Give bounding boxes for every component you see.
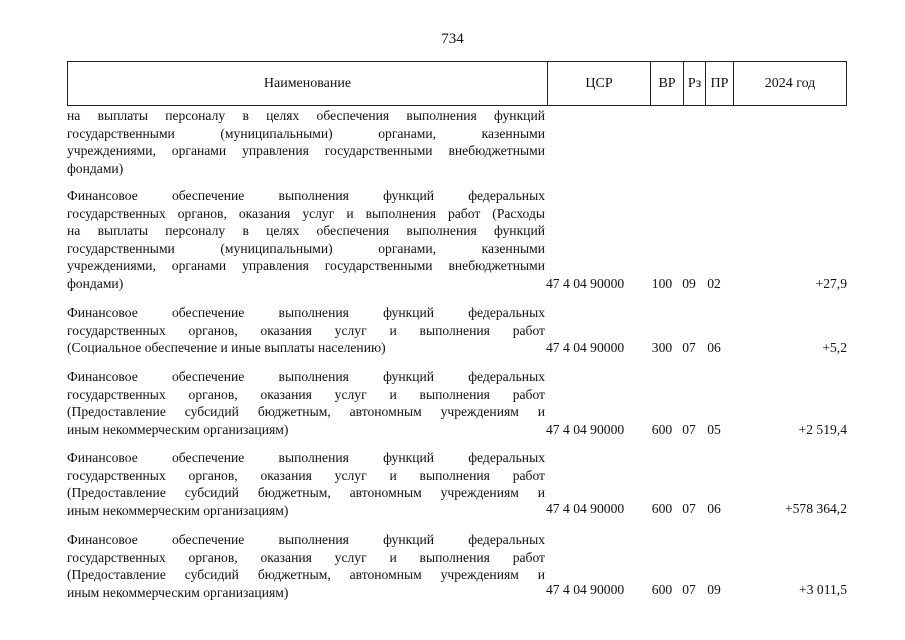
text-line: (Социальное обеспечение и иные выплаты населению) <box>67 340 386 356</box>
text-line: фондами) <box>67 275 124 291</box>
row-vr: 600 <box>651 501 673 516</box>
text-line: (Предоставление субсидий бюджетным, автономным учреждениям и <box>67 567 545 583</box>
text-line: (Предоставление субсидий бюджетным, автономным учреждениям и <box>67 485 545 501</box>
row-pr: 02 <box>707 276 721 291</box>
row-amount: +2 519,4 <box>798 422 847 437</box>
row-pr: 09 <box>707 582 721 597</box>
row-amount: +578 364,2 <box>784 501 847 516</box>
row-pr: 06 <box>707 340 721 355</box>
row-rz: 07 <box>682 340 696 355</box>
text-line: учреждениями, органами управления государственными внебюджетными <box>67 143 545 159</box>
row-amount: +27,9 <box>815 276 847 291</box>
row-rz: 07 <box>682 582 696 597</box>
text-line: Финансовое обеспечение выполнения функций федеральных <box>67 450 545 465</box>
text-line: Финансовое обеспечение выполнения функций федеральных <box>67 369 545 384</box>
row-name <box>67 449 545 519</box>
text-line: Финансовое обеспечение выполнения функций федеральных <box>67 532 545 547</box>
text-line: государственными (муниципальными) органами, казенными <box>67 125 545 141</box>
header-csr: ЦСР <box>548 62 651 105</box>
row-csr: 47 4 04 90000 <box>546 422 625 437</box>
text-line: государственными (муниципальными) органами, казенными <box>67 240 545 256</box>
header-year: 2024 год <box>764 75 816 91</box>
row-vr: 300 <box>651 340 673 355</box>
row-csr: 47 4 04 90000 <box>546 340 625 355</box>
text-line: учреждениями, органами управления государственными внебюджетными <box>67 258 545 274</box>
header-rz: Рз <box>684 62 706 105</box>
row-vr: 600 <box>651 422 673 437</box>
header-name: Наименование <box>68 62 548 105</box>
table-header <box>67 61 847 106</box>
text-line: на выплаты персоналу в целях обеспечения выполнения функций <box>67 223 545 239</box>
text-line: иным некоммерческим организациям) <box>67 584 289 600</box>
row-pr: 06 <box>707 501 721 516</box>
text-line: Финансовое обеспечение выполнения функций федеральных <box>67 188 545 203</box>
text-line: государственных органов, оказания услуг и выполнения работ <box>67 467 545 483</box>
row-rz: 07 <box>682 501 696 516</box>
row-rz: 09 <box>682 276 696 291</box>
row-amount: +3 011,5 <box>799 582 847 597</box>
row-name <box>67 368 545 438</box>
page-number: 734 <box>441 31 464 47</box>
text-line: иным некоммерческим организациям) <box>67 421 289 437</box>
row-csr: 47 4 04 90000 <box>546 582 625 597</box>
row-name <box>67 304 545 357</box>
text-line: государственных органов, оказания услуг и выполнения работ <box>67 386 545 402</box>
row-csr: 47 4 04 90000 <box>546 501 625 516</box>
row-vr: 600 <box>651 582 673 597</box>
row-csr: 47 4 04 90000 <box>546 276 625 291</box>
fragment-text <box>67 107 545 177</box>
text-line: государственных органов, оказания услуг и выполнения работ <box>67 322 545 338</box>
header-vr: ВР <box>651 62 684 105</box>
row-name <box>67 531 545 601</box>
text-line: Финансовое обеспечение выполнения функций федеральных <box>67 305 545 320</box>
row-name <box>67 187 545 293</box>
text-line: государственных органов, оказания услуг и выполнения работ <box>67 549 545 565</box>
row-pr: 05 <box>707 422 721 437</box>
text-line: государственных органов, оказания услуг и выполнения работ (Расходы <box>67 205 545 221</box>
text-line: (Предоставление субсидий бюджетным, автономным учреждениям и <box>67 404 545 420</box>
row-vr: 100 <box>651 276 673 291</box>
text-line: на выплаты персоналу в целях обеспечения выполнения функций <box>67 108 545 123</box>
row-rz: 07 <box>682 422 696 437</box>
text-line: фондами) <box>67 160 124 176</box>
text-line: иным некоммерческим организациям) <box>67 502 289 518</box>
row-amount: +5,2 <box>822 340 847 355</box>
header-pr: ПР <box>706 62 734 105</box>
